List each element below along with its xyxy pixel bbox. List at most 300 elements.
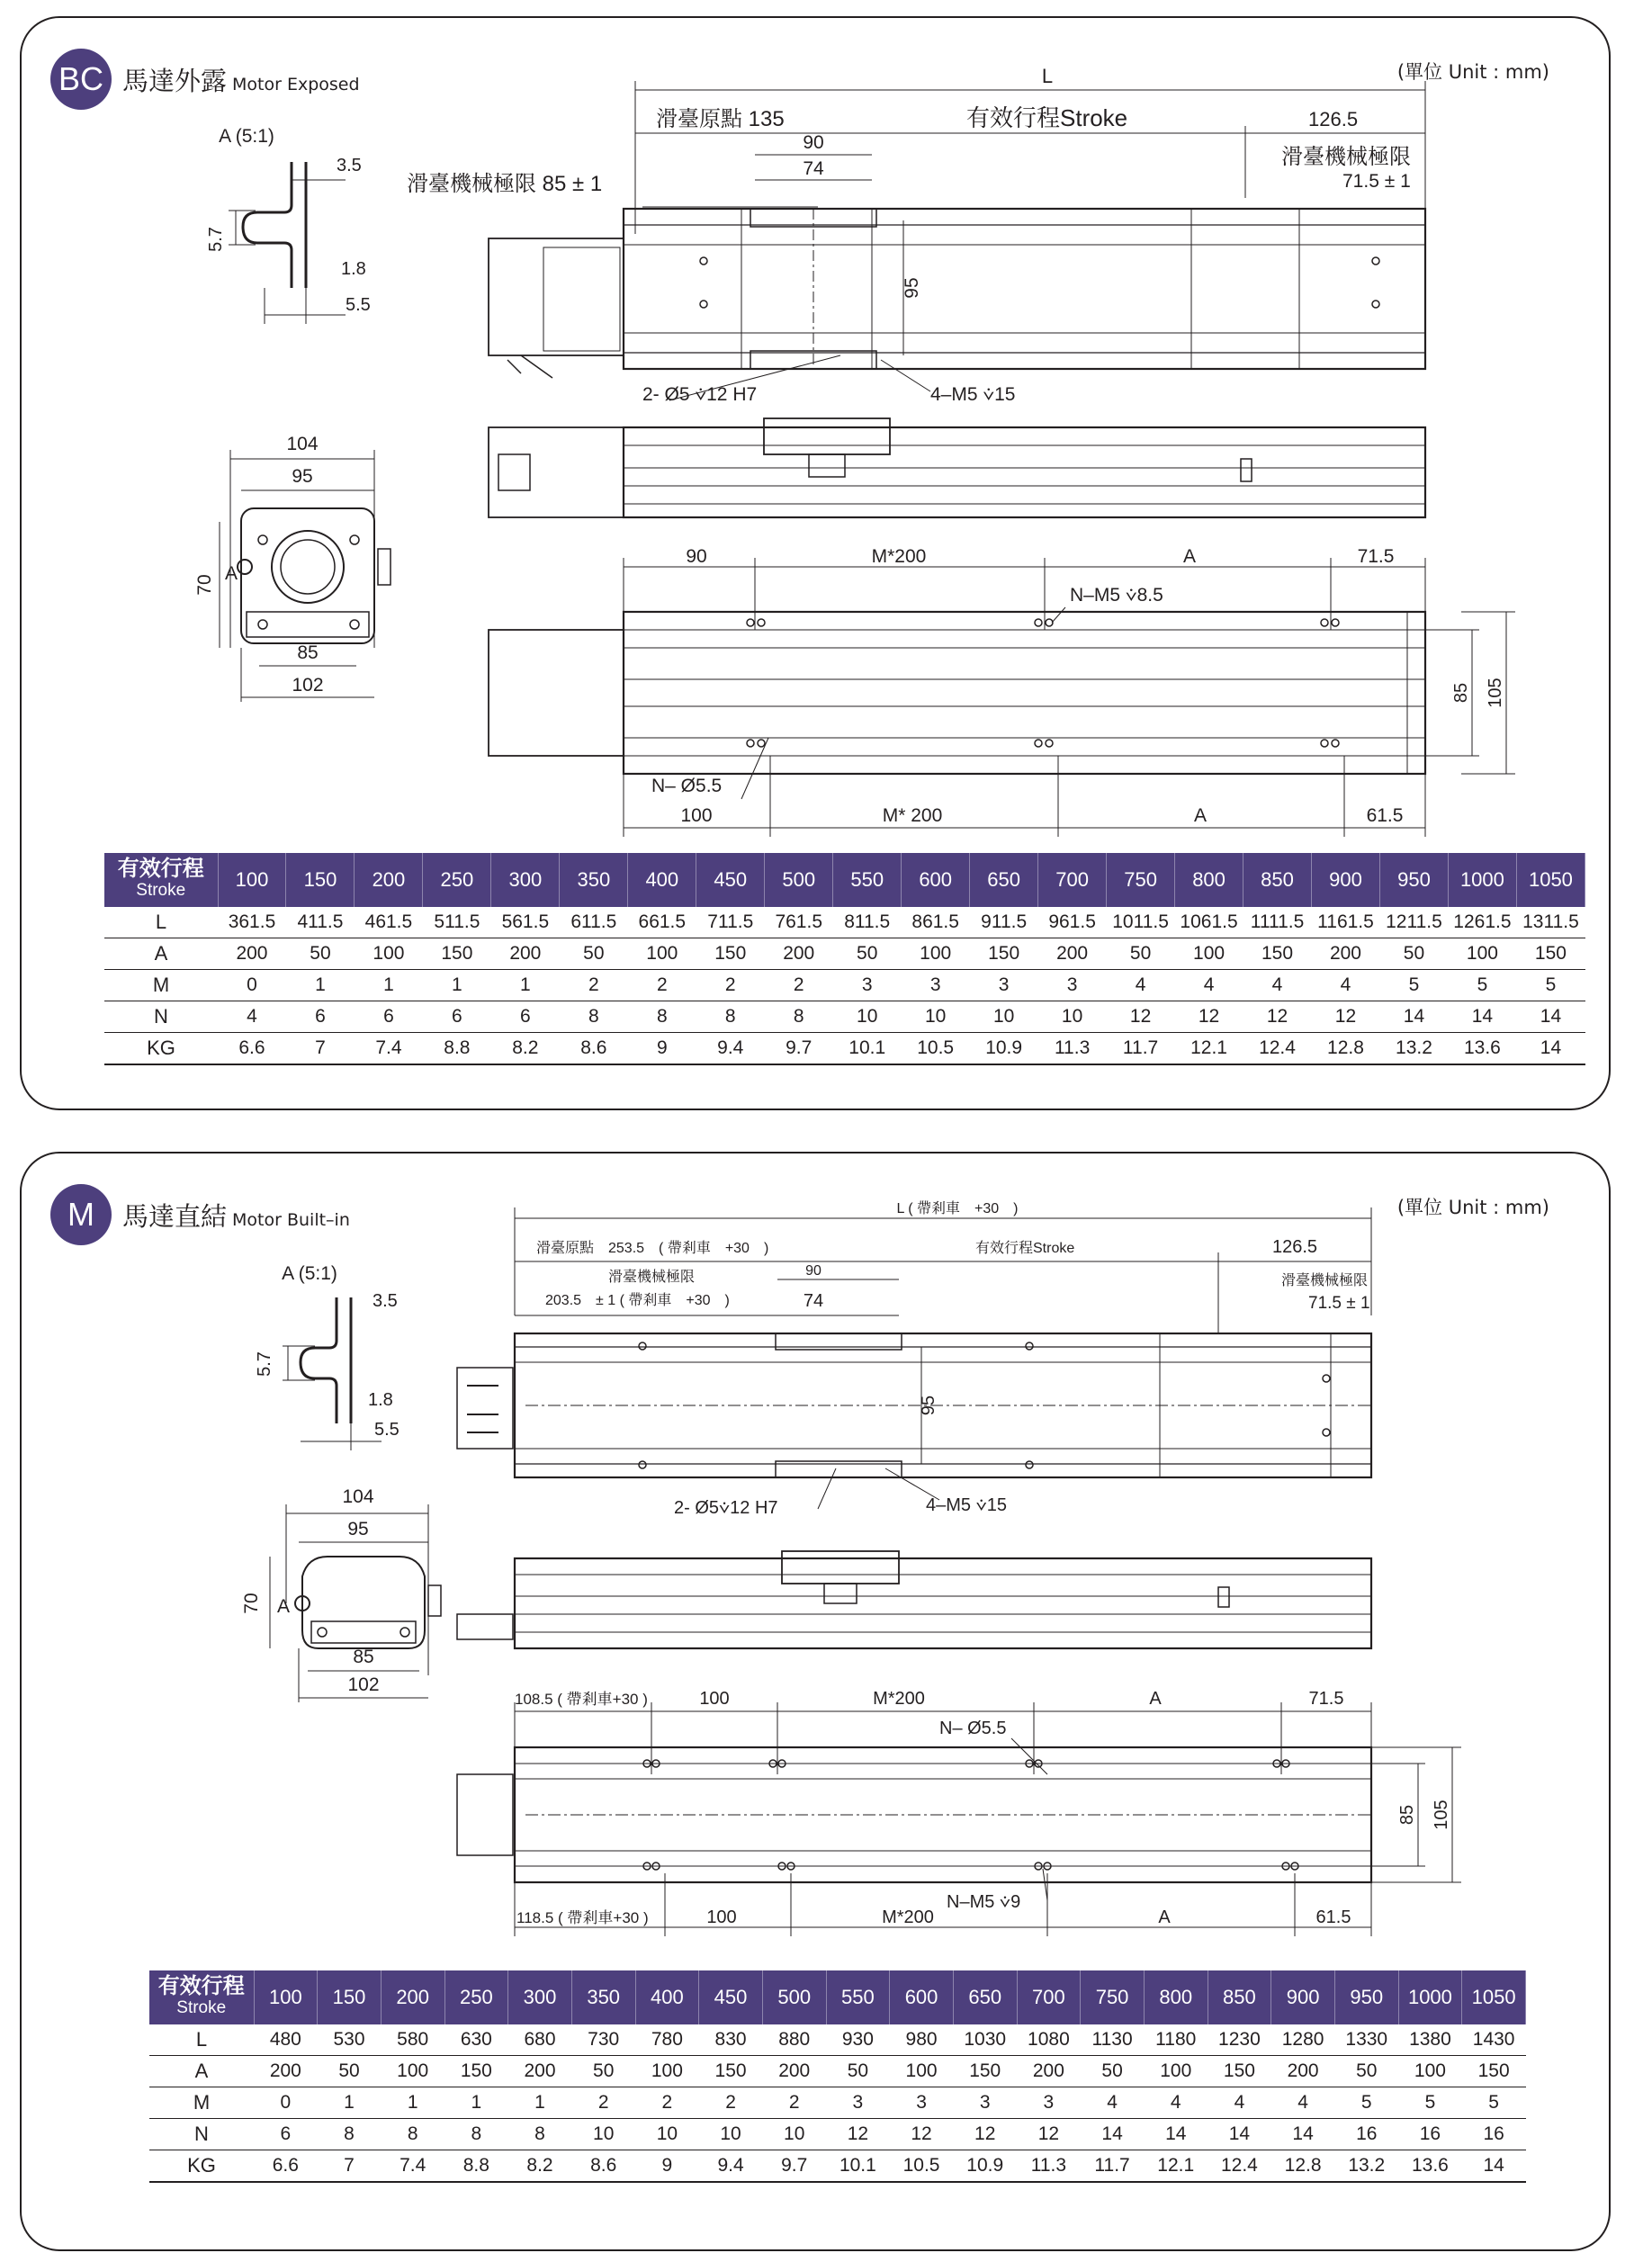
stroke-header-cell: 800 [1175, 853, 1243, 907]
stroke-header-cell: 650 [953, 1970, 1017, 2024]
row-label: L [104, 907, 218, 938]
table-cell: 730 [571, 2024, 635, 2056]
table-cell: 150 [970, 938, 1038, 970]
table-cell: 50 [286, 938, 355, 970]
table-cell: 9 [635, 2150, 699, 2183]
dim-h85: 85 [1451, 682, 1471, 704]
table-cell: 0 [254, 2087, 318, 2119]
table-cell: 9 [628, 1033, 696, 1065]
table-cell: 1080 [1017, 2024, 1081, 2056]
dim-b61.5: 61.5 [1366, 805, 1404, 826]
table-cell: 4 [1144, 2087, 1208, 2119]
table-cell: 50 [1334, 2056, 1398, 2087]
table-row [104, 907, 1585, 938]
table-cell: 150 [953, 2056, 1017, 2087]
dim-t108.5: 108.5 ( 帶剎車+30 ) [515, 1691, 648, 1708]
table-cell: 1230 [1208, 2024, 1271, 2056]
table-cell: 8 [318, 2119, 382, 2150]
table-cell: 11.7 [1081, 2150, 1145, 2183]
table-cell: 200 [1017, 2056, 1081, 2087]
table-cell: 561.5 [491, 907, 560, 938]
dim-3.5: 3.5 [337, 156, 362, 175]
row-label: N [104, 1001, 218, 1033]
bottom-view [489, 558, 1515, 837]
table-cell: 930 [826, 2024, 890, 2056]
table-cell: 980 [890, 2024, 954, 2056]
table-cell: 50 [571, 2056, 635, 2087]
table-cell: 8.8 [444, 2150, 508, 2183]
table-cell: 1261.5 [1448, 907, 1516, 938]
stroke-header-cell: 900 [1312, 853, 1380, 907]
dim-t100: 100 [699, 1689, 730, 1709]
stroke-header-cell: 250 [444, 1970, 508, 2024]
table-cell: 711.5 [696, 907, 765, 938]
table-cell: 8 [696, 1001, 765, 1033]
unit-label: (單位 Unit : mm) [1396, 61, 1549, 83]
table-cell: 12 [1243, 1001, 1312, 1033]
table-cell: 1311.5 [1516, 907, 1585, 938]
table-cell: 511.5 [423, 907, 491, 938]
table-cell: 100 [628, 938, 696, 970]
detail-label: A (5:1) [282, 1263, 337, 1284]
dim-stroke: 有效行程Stroke [966, 104, 1128, 131]
stroke-header-cell: 650 [970, 853, 1038, 907]
table-cell: 6 [423, 1001, 491, 1033]
table-cell: 10 [762, 2119, 826, 2150]
row-label: L [149, 2024, 254, 2056]
table-cell: 14 [1516, 1001, 1585, 1033]
dim-limit-start: 滑臺機械極限 [608, 1270, 696, 1285]
table-cell: 100 [1398, 2056, 1462, 2087]
dim-origin: 滑臺原點 135 [656, 107, 785, 131]
table-cell: 100 [1144, 2056, 1208, 2087]
table-cell: 630 [444, 2024, 508, 2056]
dim-h105: 105 [1486, 678, 1505, 708]
dim-L: L ( 帶剎車 +30 ) [896, 1201, 1019, 1216]
table-cell: 7.4 [381, 2150, 444, 2183]
table-cell: 5 [1379, 970, 1448, 1001]
table-cell: 1 [286, 970, 355, 1001]
row-label: M [104, 970, 218, 1001]
stroke-header-cell: 500 [762, 1970, 826, 2024]
table-cell: 530 [318, 2024, 382, 2056]
table-header-row [104, 853, 1585, 907]
table-cell: 12 [890, 2119, 954, 2150]
table-cell: 150 [1516, 938, 1585, 970]
label-hole-m5: 4–M5 ⩒15 [926, 1495, 1007, 1515]
stroke-header-cell: 250 [423, 853, 491, 907]
dim-74: 74 [803, 158, 824, 179]
dim-5.5: 5.5 [346, 295, 371, 315]
table-cell: 14 [1516, 1033, 1585, 1065]
stroke-header-cell: 200 [355, 853, 423, 907]
table-cell: 6 [254, 2119, 318, 2150]
dim-104: 104 [286, 434, 319, 454]
table-cell: 150 [1243, 938, 1312, 970]
row-label: A [149, 2056, 254, 2087]
table-cell: 11.3 [1017, 2150, 1081, 2183]
stroke-header-cell: 750 [1081, 1970, 1145, 2024]
table-cell: 100 [1448, 938, 1516, 970]
table-cell: 2 [765, 970, 833, 1001]
dim-limit-end: 滑臺機械極限 [1281, 145, 1411, 169]
table-cell: 9.4 [696, 1033, 765, 1065]
label-n55: N– Ø5.5 [651, 776, 723, 796]
table-cell: 861.5 [902, 907, 970, 938]
table-cell: 12 [1312, 1001, 1380, 1033]
table-header-label: 有效行程 Stroke [149, 1970, 254, 2024]
table-cell: 10 [635, 2119, 699, 2150]
dim-bA: A [1158, 1907, 1171, 1927]
table-cell: 12 [826, 2119, 890, 2150]
table-cell: 1380 [1398, 2024, 1462, 2056]
dim-90: 90 [803, 132, 824, 153]
table-cell: 8.6 [560, 1033, 628, 1065]
table-cell: 4 [1271, 2087, 1335, 2119]
table-cell: 8 [560, 1001, 628, 1033]
stroke-header-cell: 850 [1208, 1970, 1271, 2024]
dim-h85: 85 [1397, 1804, 1417, 1826]
panel-motor-built-in [20, 1152, 1611, 2251]
table-cell: 580 [381, 2024, 444, 2056]
table-cell: 661.5 [628, 907, 696, 938]
stroke-header-cell: 700 [1017, 1970, 1081, 2024]
unit-label: (單位 Unit : mm) [1396, 1197, 1549, 1218]
table-cell: 100 [635, 2056, 699, 2087]
table-cell: 3 [826, 2087, 890, 2119]
dim-102: 102 [292, 675, 324, 696]
table-cell: 780 [635, 2024, 699, 2056]
table-cell: 411.5 [286, 907, 355, 938]
dim-102: 102 [347, 1674, 380, 1695]
dim-L: L [1041, 65, 1054, 87]
stroke-header-cell: 100 [254, 1970, 318, 2024]
dim-95-top: 95 [919, 1395, 938, 1416]
label-hole-m5: 4–M5 ⩒15 [930, 384, 1016, 405]
stroke-header-cell: 300 [491, 853, 560, 907]
detail-a-view [219, 126, 346, 324]
table-row [149, 2024, 1526, 2056]
table-cell: 3 [1017, 2087, 1081, 2119]
table-cell: 4 [1208, 2087, 1271, 2119]
dim-5.5: 5.5 [374, 1420, 400, 1440]
table-header-label: 有效行程 Stroke [104, 853, 218, 907]
mark-a: A [225, 563, 238, 584]
table-cell: 10.9 [970, 1033, 1038, 1065]
table-cell: 3 [1038, 970, 1107, 1001]
dim-b61.5: 61.5 [1315, 1907, 1351, 1927]
dim-b100: 100 [706, 1907, 737, 1927]
stroke-header-cell: 100 [218, 853, 286, 907]
dim-limit-start-val: 203.5 ± 1 ( 帶剎車 +30 ) [545, 1293, 730, 1308]
table-row [149, 2056, 1526, 2087]
table-cell: 8 [628, 1001, 696, 1033]
stroke-header-cell: 850 [1243, 853, 1312, 907]
table-cell: 12.1 [1175, 1033, 1243, 1065]
table-cell: 150 [699, 2056, 763, 2087]
table-cell: 6 [355, 1001, 423, 1033]
label-n55: N– Ø5.5 [939, 1719, 1007, 1738]
stroke-header-cell: 350 [571, 1970, 635, 2024]
dim-origin: 滑臺原點 253.5 ( 帶剎車 +30 ) [536, 1241, 769, 1256]
top-view [489, 81, 1425, 400]
stroke-header-cell: 600 [902, 853, 970, 907]
table-cell: 11.3 [1038, 1033, 1107, 1065]
table-cell: 12.4 [1243, 1033, 1312, 1065]
table-cell: 4 [1175, 970, 1243, 1001]
table-cell: 100 [902, 938, 970, 970]
table-cell: 1061.5 [1175, 907, 1243, 938]
dim-90: 90 [805, 1263, 822, 1279]
table-cell: 8.2 [508, 2150, 572, 2183]
table-cell: 6 [491, 1001, 560, 1033]
table-cell: 1 [355, 970, 423, 1001]
table-cell: 461.5 [355, 907, 423, 938]
stroke-header-cell: 550 [826, 1970, 890, 2024]
table-cell: 8 [765, 1001, 833, 1033]
table-cell: 10.5 [890, 2150, 954, 2183]
table-cell: 6 [286, 1001, 355, 1033]
stroke-header-cell: 800 [1144, 1970, 1208, 2024]
table-cell: 1330 [1334, 2024, 1398, 2056]
dim-70: 70 [194, 574, 215, 596]
table-cell: 8.6 [571, 2150, 635, 2183]
table-cell: 811.5 [833, 907, 902, 938]
table-cell: 13.6 [1448, 1033, 1516, 1065]
table-cell: 480 [254, 2024, 318, 2056]
table-cell: 14 [1208, 2119, 1271, 2150]
table-cell: 200 [1312, 938, 1380, 970]
label-nm5: N–M5 ⩒9 [947, 1892, 1021, 1912]
dim-5.7: 5.7 [255, 1351, 274, 1377]
table-cell: 3 [890, 2087, 954, 2119]
dim-95-top: 95 [902, 277, 922, 299]
table-cell: 1280 [1271, 2024, 1335, 2056]
stroke-header-cell: 950 [1379, 853, 1448, 907]
table-cell: 2 [635, 2087, 699, 2119]
table-cell: 14 [1379, 1001, 1448, 1033]
table-cell: 8 [444, 2119, 508, 2150]
table-cell: 7 [286, 1033, 355, 1065]
dim-b118.5: 118.5 ( 帶剎車+30 ) [516, 1909, 649, 1926]
stroke-header-cell: 400 [628, 853, 696, 907]
table-cell: 150 [423, 938, 491, 970]
table-cell: 13.6 [1398, 2150, 1462, 2183]
table-cell: 9.7 [762, 2150, 826, 2183]
table-cell: 10 [699, 2119, 763, 2150]
table-cell: 1 [508, 2087, 572, 2119]
dim-104: 104 [342, 1486, 374, 1507]
table-cell: 1 [444, 2087, 508, 2119]
table-cell: 50 [1081, 2056, 1145, 2087]
section-title-en: Motor Exposed [232, 75, 360, 94]
detail-a-view [282, 1263, 382, 1450]
detail-label: A (5:1) [219, 126, 274, 147]
stroke-header-cell: 450 [696, 853, 765, 907]
dim-bM200: M*200 [882, 1907, 934, 1927]
label-nm5: N–M5 ⩒8.5 [1070, 585, 1163, 606]
table-cell: 12 [1017, 2119, 1081, 2150]
spec-table [104, 853, 1585, 1065]
table-cell: 10 [970, 1001, 1038, 1033]
table-cell: 961.5 [1038, 907, 1107, 938]
table-cell: 761.5 [765, 907, 833, 938]
table-cell: 8.2 [491, 1033, 560, 1065]
table-cell: 10.9 [953, 2150, 1017, 2183]
dim-limit-start: 滑臺機械極限 85 ± 1 [407, 172, 603, 196]
dim-t71.5: 71.5 [1308, 1689, 1344, 1709]
table-cell: 1111.5 [1243, 907, 1312, 938]
table-cell: 4 [1081, 2087, 1145, 2119]
table-cell: 4 [1312, 970, 1380, 1001]
table-cell: 3 [833, 970, 902, 1001]
stroke-header-cell: 200 [381, 1970, 444, 2024]
dim-limit-end: 滑臺機械極限 [1281, 1273, 1369, 1288]
table-cell: 2 [571, 2087, 635, 2119]
table-cell: 13.2 [1379, 1033, 1448, 1065]
table-cell: 100 [1175, 938, 1243, 970]
table-cell: 2 [762, 2087, 826, 2119]
table-row [104, 1033, 1585, 1065]
stroke-header-cell: 350 [560, 853, 628, 907]
table-cell: 1 [318, 2087, 382, 2119]
table-cell: 3 [902, 970, 970, 1001]
table-cell: 2 [560, 970, 628, 1001]
dim-85: 85 [353, 1647, 374, 1667]
row-label: KG [149, 2150, 254, 2183]
dim-85: 85 [297, 642, 319, 663]
stroke-header-cell: 1050 [1516, 853, 1585, 907]
dim-tA: A [1149, 1689, 1162, 1709]
table-cell: 200 [491, 938, 560, 970]
section-badge: BC [50, 49, 112, 110]
table-cell: 14 [1144, 2119, 1208, 2150]
stroke-header-cell: 300 [508, 1970, 572, 2024]
table-cell: 50 [1379, 938, 1448, 970]
table-cell: 10 [1038, 1001, 1107, 1033]
table-cell: 10 [833, 1001, 902, 1033]
stroke-header-cell: 700 [1038, 853, 1107, 907]
table-cell: 880 [762, 2024, 826, 2056]
table-cell: 50 [560, 938, 628, 970]
table-cell: 200 [508, 2056, 572, 2087]
table-cell: 8 [381, 2119, 444, 2150]
dim-limit-end-val: 71.5 ± 1 [1342, 171, 1411, 192]
table-cell: 5 [1448, 970, 1516, 1001]
table-cell: 3 [953, 2087, 1017, 2119]
table-cell: 10.5 [902, 1033, 970, 1065]
table-cell: 200 [762, 2056, 826, 2087]
table-row [104, 938, 1585, 970]
table-cell: 9.7 [765, 1033, 833, 1065]
table-cell: 200 [254, 2056, 318, 2087]
label-hole-h7: 2- Ø5⩒12 H7 [674, 1498, 778, 1518]
table-cell: 9.4 [699, 2150, 763, 2183]
table-cell: 1030 [953, 2024, 1017, 2056]
table-cell: 6.6 [218, 1033, 286, 1065]
table-cell: 16 [1462, 2119, 1526, 2150]
table-cell: 2 [699, 2087, 763, 2119]
table-row [149, 2119, 1526, 2150]
table-cell: 12.8 [1312, 1033, 1380, 1065]
table-cell: 1161.5 [1312, 907, 1380, 938]
table-cell: 0 [218, 970, 286, 1001]
dim-b100: 100 [680, 805, 713, 826]
table-header-row [149, 1970, 1526, 2024]
table-cell: 12 [1107, 1001, 1175, 1033]
table-cell: 12.1 [1144, 2150, 1208, 2183]
table-cell: 830 [699, 2024, 763, 2056]
dim-bAb: A [1193, 805, 1208, 826]
dim-1.8: 1.8 [368, 1390, 393, 1410]
table-cell: 16 [1334, 2119, 1398, 2150]
stroke-header-cell: 1000 [1398, 1970, 1462, 2024]
stroke-header-cell: 1050 [1462, 1970, 1526, 2024]
table-cell: 10 [902, 1001, 970, 1033]
table-cell: 8 [508, 2119, 572, 2150]
stroke-header-cell: 400 [635, 1970, 699, 2024]
table-cell: 5 [1462, 2087, 1526, 2119]
table-cell: 12.8 [1271, 2150, 1335, 2183]
table-cell: 14 [1271, 2119, 1335, 2150]
stroke-header-cell: 450 [699, 1970, 763, 2024]
table-cell: 12 [1175, 1001, 1243, 1033]
stroke-header-cell: 550 [833, 853, 902, 907]
table-cell: 6.6 [254, 2150, 318, 2183]
table-cell: 361.5 [218, 907, 286, 938]
table-cell: 4 [1107, 970, 1175, 1001]
table-cell: 16 [1398, 2119, 1462, 2150]
stroke-header-cell: 900 [1271, 1970, 1335, 2024]
table-cell: 2 [696, 970, 765, 1001]
table-cell: 7.4 [355, 1033, 423, 1065]
table-cell: 1430 [1462, 2024, 1526, 2056]
table-cell: 11.7 [1107, 1033, 1175, 1065]
table-cell: 5 [1334, 2087, 1398, 2119]
panel-motor-exposed [20, 16, 1611, 1110]
table-cell: 100 [355, 938, 423, 970]
table-cell: 200 [218, 938, 286, 970]
stroke-header-cell: 950 [1334, 1970, 1398, 2024]
table-row [149, 2150, 1526, 2183]
table-cell: 680 [508, 2024, 572, 2056]
mark-a: A [277, 1596, 291, 1617]
table-cell: 1011.5 [1107, 907, 1175, 938]
dim-bM200: M*200 [871, 546, 927, 567]
table-cell: 1180 [1144, 2024, 1208, 2056]
row-label: A [104, 938, 218, 970]
table-cell: 50 [826, 2056, 890, 2087]
table-cell: 150 [696, 938, 765, 970]
table-cell: 7 [318, 2150, 382, 2183]
section-title-cn: 馬達直結 [122, 1201, 228, 1232]
stroke-header-cell: 150 [318, 1970, 382, 2024]
table-cell: 150 [444, 2056, 508, 2087]
label-hole-h7: 2- Ø5 ⩒12 H7 [642, 384, 758, 405]
dim-h105: 105 [1432, 1800, 1451, 1830]
dim-95: 95 [347, 1519, 369, 1539]
table-cell: 50 [833, 938, 902, 970]
table-cell: 5 [1516, 970, 1585, 1001]
table-cell: 100 [890, 2056, 954, 2087]
table-row [149, 2087, 1526, 2119]
table-cell: 200 [1038, 938, 1107, 970]
table-cell: 50 [318, 2056, 382, 2087]
table-cell: 1130 [1081, 2024, 1145, 2056]
table-cell: 150 [1208, 2056, 1271, 2087]
table-row [104, 970, 1585, 1001]
table-cell: 12.4 [1208, 2150, 1271, 2183]
